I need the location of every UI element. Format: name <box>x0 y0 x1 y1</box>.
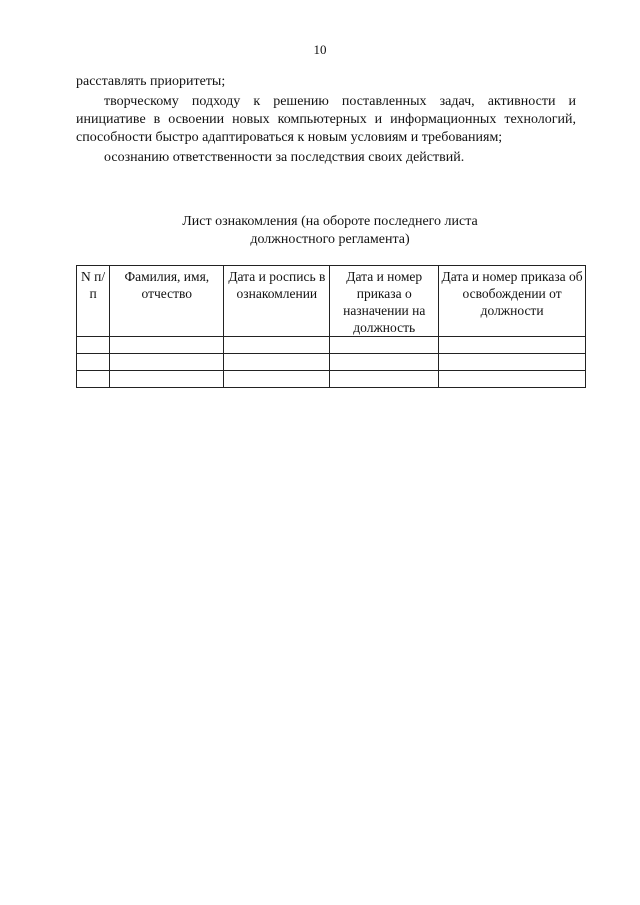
paragraph-responsibility: осознанию ответственности за последствия своих действий. <box>104 150 465 165</box>
header-acquaintance-date: Дата и роспись в ознакомлении <box>224 266 330 337</box>
table-cell <box>77 371 110 388</box>
sheet-title-line-1: Лист ознакомления (на обороте последнего листа <box>182 214 478 229</box>
table-cell <box>77 354 110 371</box>
table-row <box>77 337 586 354</box>
paragraph-priorities: расставлять приоритеты; <box>76 74 226 89</box>
table-cell <box>77 337 110 354</box>
table-cell <box>110 337 224 354</box>
page-number: 10 <box>313 42 327 57</box>
table-cell <box>439 354 586 371</box>
table-cell <box>224 337 330 354</box>
table-row <box>77 354 586 371</box>
paragraph-creative-approach: творческому подходу к решению поставленных задач, активности и инициативе в освоении новых компьютерных и информационных технологий, способности быстро адаптироваться к новым условиям и требованиям; <box>76 94 576 145</box>
header-appointment-order: Дата и номер приказа о назначении на должность <box>330 266 439 337</box>
table-cell <box>439 371 586 388</box>
table-cell <box>110 354 224 371</box>
table-cell <box>330 337 439 354</box>
acquaintance-sheet-title <box>0 213 640 249</box>
header-full-name: Фамилия, имя, отчество <box>110 266 224 337</box>
table-cell <box>110 371 224 388</box>
header-number: N п/п <box>77 266 110 337</box>
body-text <box>76 73 576 167</box>
table-header-row <box>77 266 586 337</box>
table-cell <box>330 371 439 388</box>
table-cell <box>224 371 330 388</box>
header-dismissal-order: Дата и номер приказа об освобождении от должности <box>439 266 586 337</box>
table-cell <box>439 337 586 354</box>
table-cell <box>330 354 439 371</box>
table-cell <box>224 354 330 371</box>
sheet-title-line-2: должностного регламента) <box>250 232 410 247</box>
acquaintance-table <box>76 265 586 388</box>
table-row <box>77 371 586 388</box>
